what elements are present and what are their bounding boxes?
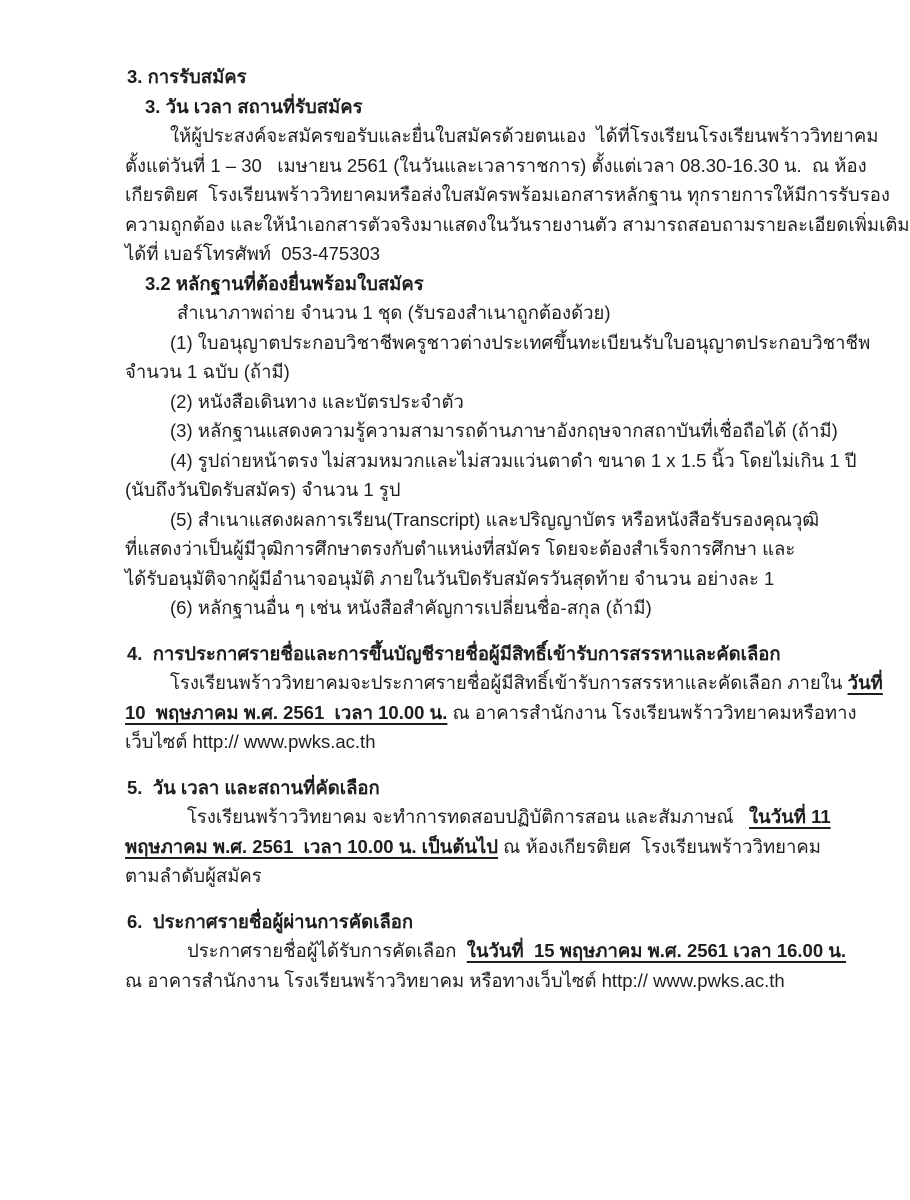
text-run: สำเนาภาพถ่าย จำนวน 1 ชุด (รับรองสำเนาถูกต้องด้วย) xyxy=(177,302,611,323)
list-item-1-cont xyxy=(125,357,818,387)
list-item-1 xyxy=(125,328,871,358)
website-line xyxy=(125,727,818,757)
text-run: (นับถึงวันปิดรับสมัคร) จำนวน 1 รูป xyxy=(125,479,401,500)
text-run: 5. วัน เวลา และสถานที่คัดเลือก xyxy=(127,776,380,798)
text-run: ให้ผู้ประสงค์จะสมัครขอรับและยื่นใบสมัครด้วยตนเอง ได้ที่โรงเรียนโรงเรียนพร้าววิทยาคม xyxy=(170,125,879,146)
text-run: (4) รูปถ่ายหน้าตรง ไม่สวมหมวกและไม่สวมแว่นตาดำ ขนาด 1 x 1.5 นิ้ว โดยไม่เกิน 1 ปี xyxy=(170,449,857,471)
text-run: 4. การประกาศรายชื่อและการขึ้นบัญชีรายชื่อผู้มีสิทธิ์เข้ารับการสรรหาและคัดเลือก xyxy=(127,642,781,664)
text-run: 3. วัน เวลา สถานที่รับสมัคร xyxy=(145,95,363,117)
text-run: ได้ที่ เบอร์โทรศัพท์ 053-475303 xyxy=(125,243,381,264)
text-run: เกียรติยศ โรงเรียนพร้าววิทยาคมหรือส่งใบสมัครพร้อมเอกสารหลักฐาน ทุกรายการให้มีการรับรอง xyxy=(125,184,890,205)
text-run: ตามลำดับผู้สมัคร xyxy=(125,865,262,886)
text-run: (6) หลักฐานอื่น ๆ เช่น หนังสือสำคัญการเปลี่ยนชื่อ-สกุล (ถ้ามี) xyxy=(170,597,652,618)
paragraph-line xyxy=(125,668,883,698)
list-item-6 xyxy=(125,593,818,623)
paragraph-line xyxy=(125,861,818,891)
highlighted-date-text: 10 พฤษภาคม พ.ศ. 2561 เวลา 10.00 น. xyxy=(125,701,448,723)
section-5-heading xyxy=(127,773,818,803)
highlighted-date-text: ในวันที่ 15 พฤษภาคม พ.ศ. 2561 เวลา 16.00 น. xyxy=(466,940,847,961)
selection-date-line xyxy=(125,832,821,862)
text-run: (1) ใบอนุญาตประกอบวิชาชีพครูชาวต่างประเทศขึ้นทะเบียนรับใบอนุญาตประกอบวิชาชีพ xyxy=(170,331,871,353)
text-run: (2) หนังสือเดินทาง และบัตรประจำตัว xyxy=(170,390,464,412)
result-date-line xyxy=(125,936,847,966)
text-run: ความถูกต้อง และให้นำเอกสารตัวจริงมาแสดงในวันรายงานตัว สามารถสอบถามรายละเอียดเพิ่มเติม xyxy=(125,213,910,235)
section-3-2-heading xyxy=(125,269,818,299)
list-item-5-cont xyxy=(125,564,818,594)
text-run: ณ อาคารสำนักงาน โรงเรียนพร้าววิทยาคม หรือทางเว็บไซต์ http:// www.pwks.ac.th xyxy=(125,969,785,991)
text-run: ที่แสดงว่าเป็นผู้มีวุฒิการศึกษาตรงกับตำแหน่งที่สมัคร โดยจะต้องสำเร็จการศึกษา และ xyxy=(125,538,796,559)
paragraph-line xyxy=(125,298,818,328)
text-run: โรงเรียนพร้าววิทยาคม จะทำการทดสอบปฏิบัติการสอน และสัมภาษณ์ xyxy=(187,806,750,827)
paragraph-line xyxy=(125,210,910,240)
text-run: ประกาศรายชื่อผู้ได้รับการคัดเลือก xyxy=(187,940,467,961)
text-run: 3. การรับสมัคร xyxy=(127,66,247,87)
text-run: ณ ห้องเกียรติยศ โรงเรียนพร้าววิทยาคม xyxy=(498,835,821,857)
paragraph-line xyxy=(125,121,879,151)
phone-line xyxy=(125,239,818,269)
text-run: (3) หลักฐานแสดงความรู้ความสามารถด้านภาษาอังกฤษจากสถาบันที่เชื่อถือได้ (ถ้ามี) xyxy=(170,420,838,441)
list-item-5-cont xyxy=(125,534,818,564)
list-item-4 xyxy=(125,446,857,476)
paragraph-line xyxy=(125,151,867,181)
announcement-date-line xyxy=(125,698,857,728)
section-6-heading xyxy=(127,907,818,937)
section-3-1-heading xyxy=(125,92,818,122)
highlighted-date-text: ในวันที่ 11 xyxy=(749,806,831,827)
list-item-3 xyxy=(125,416,838,446)
paragraph-line xyxy=(125,180,890,210)
text-run: ได้รับอนุมัติจากผู้มีอำนาจอนุมัติ ภายในวันปิดรับสมัครวันสุดท้าย จำนวน อย่างละ 1 xyxy=(125,567,775,589)
text-run: (5) สำเนาแสดงผลการเรียน(Transcript) และปริญญาบัตร หรือหนังสือรับรองคุณวุฒิ xyxy=(170,508,820,530)
list-item-5 xyxy=(125,505,818,535)
paragraph-line xyxy=(125,966,818,996)
text-run: โรงเรียนพร้าววิทยาคมจะประกาศรายชื่อผู้มีสิทธิ์เข้ารับการสรรหาและคัดเลือก ภายใน xyxy=(170,672,848,693)
text-run: เว็บไซต์ http:// www.pwks.ac.th xyxy=(125,731,376,752)
list-item-2 xyxy=(125,387,818,417)
section-3-heading xyxy=(127,62,818,92)
text-run: 3.2 หลักฐานที่ต้องยื่นพร้อมใบสมัคร xyxy=(145,272,424,294)
text-run: 6. ประกาศรายชื่อผู้ผ่านการคัดเลือก xyxy=(127,910,414,932)
highlighted-date-text: พฤษภาคม พ.ศ. 2561 เวลา 10.00 น. เป็นต้นไป xyxy=(125,835,499,857)
list-item-4-cont xyxy=(125,475,818,505)
section-4-heading xyxy=(127,639,818,669)
text-run: จำนวน 1 ฉบับ (ถ้ามี) xyxy=(125,361,290,382)
text-run: ตั้งแต่วันที่ 1 – 30 เมษายน 2561 (ในวันและเวลาราชการ) ตั้งแต่เวลา 08.30-16.30 น. ณ ห้อง xyxy=(125,154,867,176)
paragraph-line xyxy=(125,802,831,832)
highlighted-date-text: วันที่ xyxy=(847,672,883,693)
text-run: ณ อาคารสำนักงาน โรงเรียนพร้าววิทยาคมหรือทาง xyxy=(447,701,857,723)
